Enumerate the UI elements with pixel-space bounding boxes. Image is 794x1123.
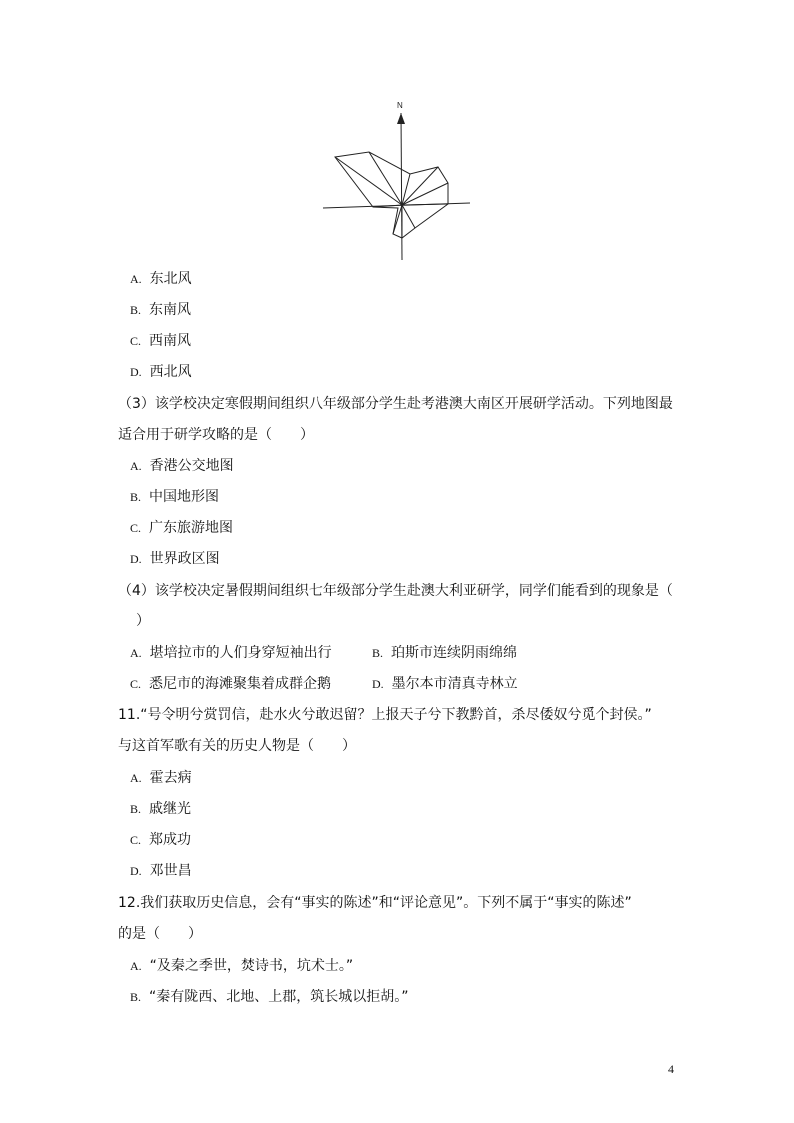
option-b: [130, 488, 219, 506]
option-text: 东南风: [149, 302, 192, 318]
option-text: 世界政区图: [149, 551, 220, 567]
question-stem: 11.“号令明兮赏罚信，赴水火兮敢迟留？上报天子兮下教黔首，杀尽倭奴兮觅个封侯。”: [118, 707, 652, 723]
option-a: [130, 957, 353, 975]
wind-frequency-polygon: [335, 152, 448, 238]
option-text: “及秦之季世，焚诗书，坑术士。”: [149, 958, 354, 974]
question-stem: 适合用于研学攻略的是（ ）: [118, 427, 314, 443]
option-text: 东北风: [149, 271, 192, 287]
option-a: [130, 270, 192, 288]
question-stem: 与这首军歌有关的历史人物是（ ）: [118, 738, 356, 754]
option-a: [130, 457, 234, 475]
option-label: B.: [130, 990, 142, 1004]
option-label: B.: [130, 490, 142, 504]
wind-rose-diagram: [310, 95, 480, 265]
option-text: 悉尼市的海滩聚集着成群企鹅: [149, 676, 332, 692]
question-stem: ）: [136, 613, 150, 629]
option-label: C.: [130, 334, 142, 348]
option-c: [130, 675, 331, 693]
question-stem: 12.我们获取历史信息，会有“事实的陈述”和“评论意见”。下列不属于“事实的陈述”: [118, 895, 632, 911]
option-label: D.: [130, 864, 142, 878]
option-label: B.: [130, 303, 142, 317]
option-text: “秦有陇西、北地、上郡，筑长城以拒胡。”: [149, 989, 409, 1005]
option-d: [372, 675, 518, 693]
wind-spokes: [335, 152, 448, 238]
option-c: [130, 831, 191, 849]
option-label: C.: [130, 833, 142, 847]
option-label: A.: [130, 459, 142, 473]
option-text: 香港公交地图: [149, 458, 234, 474]
option-c: [130, 519, 233, 537]
north-arrow-icon: [397, 113, 405, 124]
option-label: C.: [130, 521, 142, 535]
option-label: D.: [130, 552, 142, 566]
option-text: 戚继光: [149, 801, 192, 817]
option-label: A.: [130, 771, 142, 785]
option-text: 广东旅游地图: [149, 520, 234, 536]
question-stem: （3）该学校决定寒假期间组织八年级部分学生赴考港澳大南区开展研学活动。下列地图最: [118, 396, 673, 412]
option-label: D.: [372, 677, 384, 691]
page-number: 4: [668, 1062, 674, 1076]
option-b: [130, 988, 409, 1006]
option-text: 西北风: [149, 364, 192, 380]
option-text: 墨尔本市清真寺林立: [391, 676, 518, 692]
option-text: 堪培拉市的人们身穿短袖出行: [149, 645, 332, 661]
option-text: 霍去病: [149, 770, 192, 786]
option-text: 郑成功: [149, 832, 192, 848]
option-d: [130, 862, 192, 880]
option-b: [130, 301, 191, 319]
option-b: [130, 800, 191, 818]
option-label: A.: [130, 646, 142, 660]
option-a: [130, 769, 192, 787]
question-stem: 的是（ ）: [118, 926, 202, 942]
option-b: [372, 644, 517, 662]
option-d: [130, 363, 192, 381]
option-label: C.: [130, 677, 142, 691]
option-a: [130, 644, 332, 662]
option-label: A.: [130, 272, 142, 286]
option-label: A.: [130, 959, 142, 973]
option-label: B.: [130, 802, 142, 816]
option-text: 邓世昌: [149, 863, 192, 879]
north-label: N: [397, 101, 403, 110]
option-text: 珀斯市连续阴雨绵绵: [391, 645, 518, 661]
option-text: 中国地形图: [149, 489, 220, 505]
question-stem: （4）该学校决定暑假期间组织七年级部分学生赴澳大利亚研学，同学们能看到的现象是（: [118, 583, 673, 599]
option-label: B.: [372, 646, 384, 660]
option-c: [130, 332, 191, 350]
option-text: 西南风: [149, 333, 192, 349]
option-d: [130, 550, 220, 568]
option-label: D.: [130, 365, 142, 379]
